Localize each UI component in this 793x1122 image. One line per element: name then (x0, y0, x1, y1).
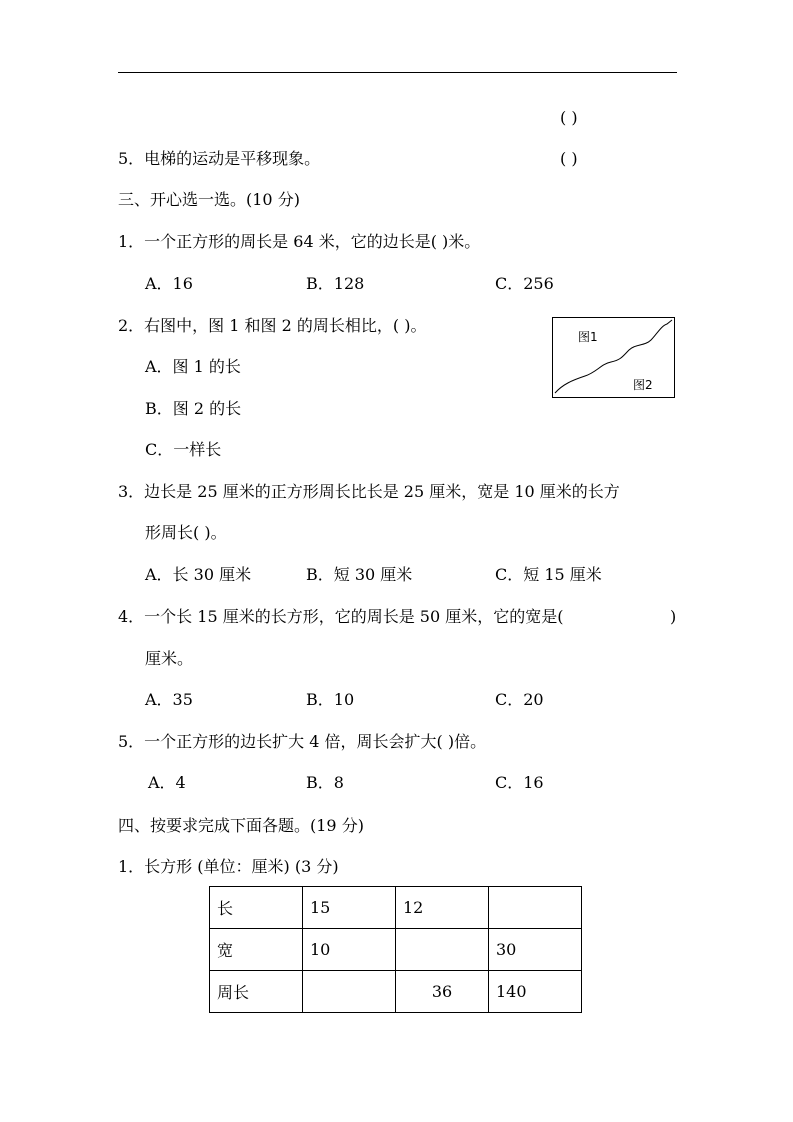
question-stem-continued: 形周长( )。 (145, 523, 227, 542)
table-cell (396, 929, 489, 971)
question-stem: 4．一个长 15 厘米的长方形，它的周长是 50 厘米，它的宽是( (118, 607, 564, 626)
question-stem: 1．长方形 (单位：厘米) (3 分) (118, 857, 339, 876)
header-rule (118, 72, 677, 73)
table-row (210, 887, 582, 929)
table-cell: 10 (303, 929, 396, 971)
figure-2-label: 图2 (633, 378, 653, 392)
option-a: A．4 (148, 773, 186, 792)
curve-divider (553, 318, 674, 397)
option-a: A．图 1 的长 (145, 357, 241, 376)
answer-paren-end: ) (670, 607, 677, 626)
table-cell: 长 (210, 887, 303, 929)
option-a: A．长 30 厘米 (145, 565, 252, 584)
option-b: B．10 (306, 690, 355, 709)
question-stem: 3．边长是 25 厘米的正方形周长比长是 25 厘米，宽是 10 厘米的长方 (118, 482, 620, 501)
table-cell: 15 (303, 887, 396, 929)
question-stem-continued: 厘米。 (145, 649, 194, 668)
true-false-question-5: 5．电梯的运动是平移现象。 (118, 149, 321, 168)
section-title: 四、按要求完成下面各题。(19 分) (118, 816, 364, 835)
table-cell (489, 887, 582, 929)
answer-paren: ( ) (560, 108, 578, 127)
section-title: 三、开心选一选。(10 分) (118, 190, 300, 209)
answer-paren: ( ) (560, 149, 578, 168)
option-c: C．一样长 (145, 440, 222, 459)
option-a: A．35 (145, 690, 193, 709)
option-b: B．128 (306, 274, 365, 293)
table-row (210, 929, 582, 971)
perimeter-figure (552, 317, 675, 398)
question-stem: 5．一个正方形的边长扩大 4 倍，周长会扩大( )倍。 (118, 732, 487, 751)
option-c: C．20 (495, 690, 544, 709)
question-stem: 1．一个正方形的周长是 64 米，它的边长是( )米。 (118, 232, 481, 251)
option-b: B．图 2 的长 (145, 399, 242, 418)
option-c: C．短 15 厘米 (495, 565, 602, 584)
table-cell: 12 (396, 887, 489, 929)
option-a: A．16 (145, 274, 193, 293)
option-b: B．8 (306, 773, 344, 792)
table-cell: 宽 (210, 929, 303, 971)
question-stem: 2．右图中，图 1 和图 2 的周长相比，( )。 (118, 316, 427, 335)
table-cell: 140 (489, 971, 582, 1013)
table-cell: 周长 (210, 971, 303, 1013)
option-c: C．16 (495, 773, 544, 792)
table-cell (303, 971, 396, 1013)
option-c: C．256 (495, 274, 554, 293)
option-b: B．短 30 厘米 (306, 565, 413, 584)
table-cell: 30 (489, 929, 582, 971)
rectangle-table (209, 886, 582, 1013)
figure-1-label: 图1 (578, 330, 598, 344)
table-cell: 36 (396, 971, 489, 1013)
table-row (210, 971, 582, 1013)
